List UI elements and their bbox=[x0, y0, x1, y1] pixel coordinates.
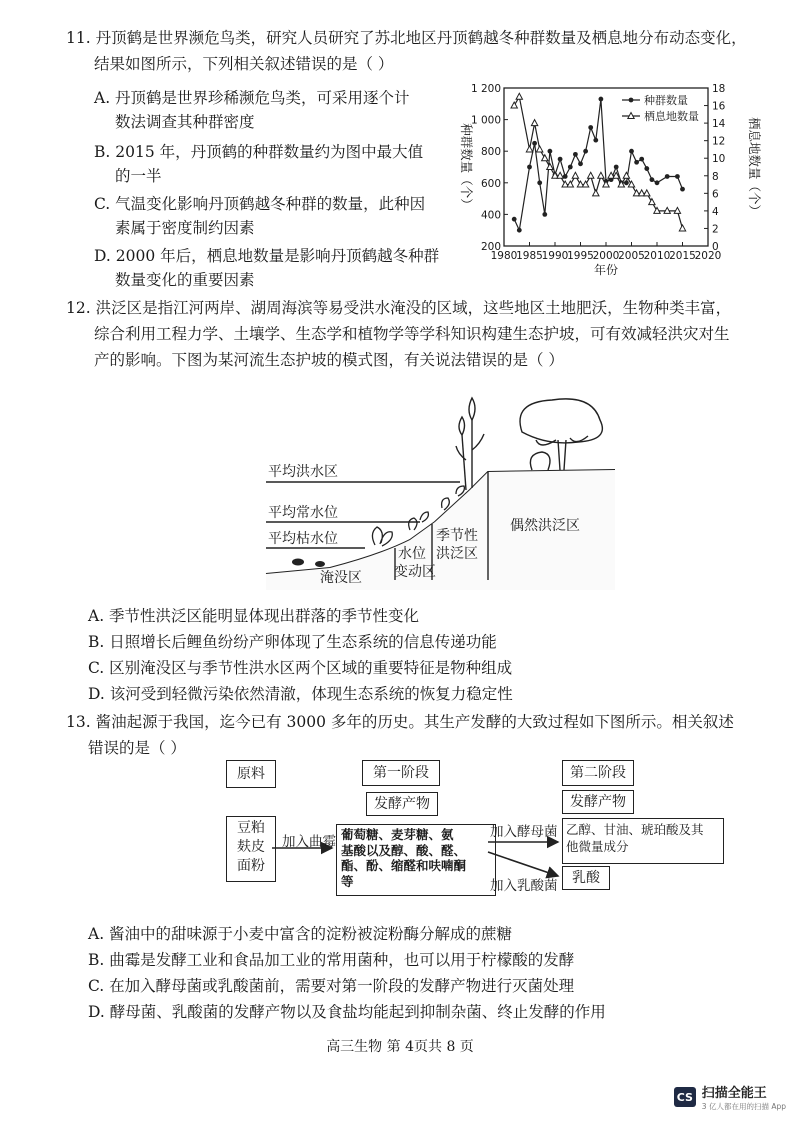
y-right-axis-label: 栖息地数量（个） bbox=[747, 116, 762, 218]
habitat-point bbox=[598, 172, 604, 178]
habitat-point bbox=[531, 120, 537, 126]
population-point bbox=[558, 157, 563, 162]
x-tick-label: 1995 bbox=[567, 250, 594, 262]
seasonal-zone-label-2: 洪泛区 bbox=[436, 546, 478, 562]
y-left-tick-label: 600 bbox=[480, 177, 501, 190]
y-right-tick-label: 8 bbox=[712, 170, 719, 183]
camscanner-logo-icon: CS bbox=[674, 1087, 696, 1107]
q13-stem-line1: 13. 酱油起源于我国，迄今已有 3000 多年的历史。其生产发酵的大致过程如下图所示。相关叙述 bbox=[66, 713, 734, 731]
x-tick-label: 2000 bbox=[592, 250, 620, 262]
population-point bbox=[583, 149, 588, 154]
q13-option-b: B. 曲霉是发酵工业和食品加工业的常用菌种，也可以用于柠檬酸的发酵 bbox=[88, 951, 575, 969]
fluctuation-zone-label-1: 水位 bbox=[398, 546, 426, 562]
habitat-point bbox=[649, 199, 655, 205]
arrow-add-lactic bbox=[488, 852, 558, 876]
y-right-tick-label: 6 bbox=[712, 188, 719, 201]
population-point bbox=[542, 212, 547, 217]
stage2-product-title: 发酵产物 bbox=[562, 790, 634, 814]
submerged-zone-label: 淹没区 bbox=[320, 570, 362, 586]
population-point bbox=[532, 141, 537, 146]
raw-item: 麸皮 bbox=[237, 839, 265, 855]
stage1-item: 酯、酚、缩醛和呋喃酮 bbox=[341, 858, 467, 873]
y-right-tick-label: 14 bbox=[712, 118, 726, 131]
scanner-watermark bbox=[674, 1082, 786, 1112]
stage1-item: 基酸以及醇、酸、醛、 bbox=[341, 842, 467, 858]
dry-level-label: 平均枯水位 bbox=[268, 531, 338, 547]
stage1-title: 第一阶段 bbox=[362, 760, 440, 786]
x-tick-label: 2010 bbox=[643, 250, 671, 262]
population-point bbox=[680, 187, 685, 192]
y-left-axis-label: 种群数量（个） bbox=[459, 123, 474, 211]
q11-option-d-line2: 数量变化的重要因素 bbox=[115, 271, 255, 289]
habitat-point bbox=[588, 172, 594, 178]
lactic-product-box: 乳酸 bbox=[562, 866, 610, 890]
stage2-title: 第二阶段 bbox=[562, 760, 634, 786]
yeast-product-box bbox=[562, 818, 724, 864]
population-point bbox=[599, 97, 604, 102]
q12-option-c: C. 区别淹没区与季节性洪水区两个区域的重要特征是物种组成 bbox=[88, 659, 513, 677]
population-point bbox=[614, 165, 619, 170]
habitat-point bbox=[516, 93, 522, 99]
population-point bbox=[639, 157, 644, 162]
raw-material-title: 原料 bbox=[226, 760, 276, 788]
x-tick-label: 2020 bbox=[694, 250, 722, 262]
q11-option-c-line2: 素属于密度制约因素 bbox=[115, 219, 255, 237]
add-lactic-label: 加入乳酸菌 bbox=[490, 878, 558, 894]
normal-level-label: 平均常水位 bbox=[268, 505, 338, 521]
legend-population-marker bbox=[629, 98, 634, 103]
q13-option-a: A. 酱油中的甜味源于小麦中富含的淀粉被淀粉酶分解成的蔗糖 bbox=[88, 925, 513, 943]
y-right-tick-label: 18 bbox=[712, 83, 726, 95]
q13-option-d: D. 酵母菌、乳酸菌的发酵产物以及食盐均能起到抑制杂菌、终止发酵的作用 bbox=[88, 1003, 606, 1021]
q12-option-d: D. 该河受到轻微污染依然清澈，体现生态系统的恢复力稳定性 bbox=[88, 685, 513, 703]
population-point bbox=[634, 160, 639, 165]
watermark-brand: 扫描全能王 bbox=[701, 1086, 767, 1101]
population-point bbox=[665, 174, 670, 179]
population-point bbox=[675, 174, 680, 179]
population-point bbox=[578, 161, 583, 166]
q11-option-b-line1: B. 2015 年，丹顶鹤的种群数量约为图中最大值 bbox=[94, 143, 424, 161]
stage1-item: 葡萄糖、麦芽糖、氨 bbox=[341, 827, 454, 842]
reed-icon bbox=[456, 398, 484, 490]
population-point bbox=[593, 138, 598, 143]
habitat-point bbox=[511, 102, 517, 108]
tree-icon bbox=[520, 399, 602, 470]
population-point bbox=[655, 180, 660, 185]
population-point bbox=[650, 177, 655, 182]
flood-level-label: 平均洪水区 bbox=[268, 464, 338, 480]
fluctuation-zone-label-2: 变动区 bbox=[394, 564, 436, 580]
x-tick-label: 2015 bbox=[669, 250, 696, 262]
page-footer: 高三生物 第 4页共 8 页 bbox=[326, 1039, 474, 1055]
y-left-tick-label: 200 bbox=[480, 241, 501, 253]
raw-material-box bbox=[226, 816, 276, 882]
y-right-tick-label: 4 bbox=[712, 205, 719, 218]
population-point bbox=[588, 125, 593, 130]
q12-option-a: A. 季节性洪泛区能明显体现出群落的季节性变化 bbox=[88, 607, 420, 625]
population-point bbox=[624, 180, 629, 185]
q11-option-b-line2: 的一半 bbox=[115, 167, 162, 185]
q12-stem-line3: 产的影响。下图为某河流生态护坡的模式图，有关说法错误的是（ ） bbox=[94, 351, 564, 369]
habitat-point bbox=[537, 146, 543, 152]
x-tick-label: 1990 bbox=[541, 250, 569, 262]
y-left-tick-label: 1 000 bbox=[470, 114, 501, 127]
yeast-item: 他微量成分 bbox=[566, 839, 629, 854]
q12-option-b: B. 日照增长后鲤鱼纷纷产卵体现了生态系统的信息传递功能 bbox=[88, 633, 497, 651]
y-left-tick-label: 400 bbox=[480, 209, 501, 222]
x-tick-label: 2005 bbox=[618, 250, 645, 262]
habitat-point bbox=[526, 146, 532, 152]
population-point bbox=[512, 217, 517, 222]
x-axis-label: 年份 bbox=[593, 263, 619, 277]
habitat-point bbox=[572, 172, 578, 178]
q13-stem-line2: 错误的是（ ） bbox=[88, 739, 186, 757]
stage1-item: 等 bbox=[341, 873, 354, 889]
add-yeast-label: 加入酵母菌 bbox=[490, 824, 558, 840]
seasonal-zone-label-1: 季节性 bbox=[436, 528, 478, 544]
y-right-tick-label: 0 bbox=[712, 241, 719, 253]
y-right-tick-label: 16 bbox=[712, 100, 726, 113]
q12-stem-line1: 12. 洪泛区是指江河两岸、湖周海滨等易受洪水淹没的区域，这些地区土地肥沃，生物种类丰富， bbox=[66, 299, 732, 317]
fish-icon bbox=[292, 559, 304, 566]
population-point bbox=[629, 149, 634, 154]
q11-option-a-line2: 数法调查其种群密度 bbox=[115, 113, 255, 131]
x-tick-label: 1985 bbox=[516, 250, 543, 262]
raw-item: 豆粕 bbox=[237, 820, 265, 836]
population-point bbox=[537, 180, 542, 185]
occasional-zone-label: 偶然洪泛区 bbox=[510, 518, 580, 534]
population-point bbox=[573, 152, 578, 157]
q11-option-c-line1: C. 气温变化影响丹顶鹤越冬种群的数量，此种因 bbox=[94, 195, 426, 213]
y-left-tick-label: 800 bbox=[480, 146, 501, 159]
habitat-point bbox=[628, 181, 634, 187]
q11-option-a-line1: A. 丹顶鹤是世界珍稀濒危鸟类，可采用逐个计 bbox=[94, 89, 410, 107]
yeast-item: 乙醇、甘油、琥珀酸及其 bbox=[566, 822, 704, 837]
population-point bbox=[548, 149, 553, 154]
population-point bbox=[527, 165, 532, 170]
q11-stem-line1: 11. 丹顶鹤是世界濒危鸟类，研究人员研究了苏北地区丹顶鹤越冬种群数量及栖息地分布动态变化， bbox=[66, 29, 747, 47]
y-right-tick-label: 12 bbox=[712, 135, 726, 148]
habitat-point bbox=[542, 155, 548, 161]
habitat-point bbox=[593, 190, 599, 196]
y-right-tick-label: 10 bbox=[712, 153, 726, 166]
q13-option-c: C. 在加入酵母菌或乳酸菌前，需要对第一阶段的发酵产物进行灭菌处理 bbox=[88, 977, 575, 995]
stage1-product-title: 发酵产物 bbox=[366, 792, 438, 816]
population-point bbox=[517, 228, 522, 233]
q11-option-d-line1: D. 2000 年后，栖息地数量是影响丹顶鹤越冬种群 bbox=[94, 247, 440, 265]
add-koji-label: 加入曲霉 bbox=[282, 834, 336, 850]
watermark-slogan: 3 亿人都在用的扫描 App bbox=[701, 1102, 786, 1111]
population-habitat-chart bbox=[446, 76, 766, 286]
x-tick-label: 1980 bbox=[490, 250, 518, 262]
eco-slope-diagram bbox=[260, 390, 620, 590]
population-point bbox=[644, 166, 649, 171]
population-point bbox=[568, 165, 573, 170]
fish-icon bbox=[315, 561, 325, 567]
q11-stem-line2: 结果如图所示，下列相关叙述错误的是（ ） bbox=[94, 55, 394, 73]
legend-habitat-label: 栖息地数量 bbox=[644, 110, 699, 123]
habitat-point bbox=[623, 172, 629, 178]
legend-population-label: 种群数量 bbox=[644, 94, 688, 107]
q12-stem-line2: 综合利用工程力学、土壤学、生态学和植物学等学科知识构建生态护坡，可有效减轻洪灾对生 bbox=[94, 325, 730, 343]
y-right-tick-label: 2 bbox=[712, 223, 719, 236]
habitat-point bbox=[679, 225, 685, 231]
raw-item: 面粉 bbox=[237, 858, 265, 874]
y-left-tick-label: 1 200 bbox=[470, 83, 501, 95]
